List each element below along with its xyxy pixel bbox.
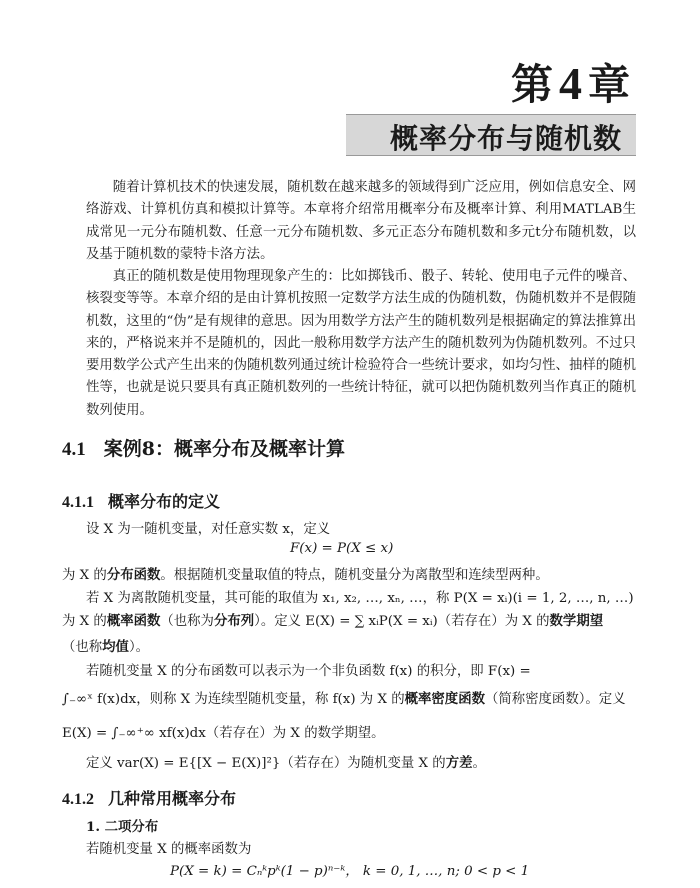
- subsection-title: 几种常用概率分布: [108, 789, 237, 808]
- chapter-label: [511, 52, 632, 112]
- chapter-number: 4: [558, 58, 584, 109]
- section-heading-4-1: [62, 434, 345, 461]
- intro-paragraph-2: 真正的随机数是使用物理现象产生的：比如掷钱币、骰子、转轮、使用电子元件的噪音、核裂变等等。本章介绍的是由计算机按照一定数学方法生成的伪随机数，伪随机数并不是假随机数，这里的“伪”是有规律的意思。因为用数学方法产生的随机数列是根据确定的算法推算出来的，严格说来并不是随机的，因此一般称用数学方法产生的随机数列为伪随机数列。不过只要用数学公式产生出来的伪随机数列通过统计检验符合一些统计要求，如均匀性、抽样的随机性等，也就是说只要具有真正随机数列的一些统计特征，就可以把伪随机数列当作真正的随机数列使用。: [86, 269, 636, 418]
- text-line: 设 X 为一随机变量，对任意实数 x，定义: [86, 522, 331, 537]
- text-line: 为 X 的分布函数。根据随机变量取值的特点，随机变量分为离散型和连续型两种。: [62, 567, 549, 583]
- text-line: 若随机变量 X 的概率函数为: [86, 842, 252, 857]
- text-line: （也称均值）。: [62, 639, 150, 655]
- intro-paragraph-1: 随着计算机技术的快速发展，随机数在越来越多的领域得到广泛应用，例如信息安全、网络游戏、计算机仿真和模拟计算等。本章将介绍常用概率分布及概率计算、利用MATLAB生成常见一元分布随机数、任意一元分布随机数、多元正态分布随机数和多元t分布随机数，以及基于随机数的蒙特卡洛方法。: [86, 180, 636, 262]
- subsection-number: 4.1.1: [62, 494, 94, 511]
- text-line: 为 X 的概率函数（也称为分布列）。定义 E(X) = ∑ xᵢP(X = xᵢ)（若存在）为 X 的数学期望: [62, 613, 604, 629]
- term-density-function: 概率密度函数: [404, 691, 485, 707]
- section-title: 案例8：概率分布及概率计算: [103, 438, 345, 460]
- chapter-title: 概率分布与随机数: [389, 122, 622, 155]
- equation-binomial: P(X = k) = Cₙᵏpᵏ(1 − p)ⁿ⁻ᵏ， k = 0, 1, …, n; 0 < p < 1: [170, 864, 530, 879]
- text-line: 若随机变量 X 的分布函数可以表示为一个非负函数 f(x) 的积分，即 F(x) =: [86, 664, 531, 679]
- chapter-suffix: 章: [587, 60, 632, 109]
- chapter-prefix: 第: [510, 60, 555, 109]
- section-number: 4.1: [62, 439, 86, 460]
- text-line: E(X) = ∫₋∞⁺∞ xf(x)dx（若存在）为 X 的数学期望。: [62, 726, 385, 741]
- term-variance: 方差: [445, 755, 473, 771]
- term-expectation: 数学期望: [549, 613, 604, 629]
- subsection-number: 4.1.2: [62, 791, 94, 808]
- term-distribution-function: 分布函数: [106, 567, 161, 583]
- section-heading-4-1-1: [62, 489, 220, 512]
- chapter-title-band: [346, 114, 636, 156]
- term-probability-function: 概率函数: [106, 613, 161, 629]
- term-distribution-list: 分布列: [213, 613, 255, 629]
- section-heading-4-1-2: [62, 786, 236, 809]
- term-mean: 均值: [102, 639, 129, 655]
- text-line: 若 X 为离散随机变量，其可能的取值为 x₁, x₂, …, xₙ, …，称 P(X = xᵢ)(i = 1, 2, …, n, …): [86, 591, 634, 606]
- subheading-binomial: 1. 二项分布: [86, 819, 159, 835]
- text-line: ∫₋∞ˣ f(x)dx，则称 X 为连续型随机变量，称 f(x) 为 X 的概率密度函数（简称密度函数）。定义: [62, 691, 626, 707]
- text-line: 定义 var(X) = E{[X − E(X)]²}（若存在）为随机变量 X 的方差。: [86, 755, 486, 771]
- subsection-title: 概率分布的定义: [108, 492, 221, 511]
- equation-cdf: F(x) = P(X ≤ x): [290, 541, 394, 556]
